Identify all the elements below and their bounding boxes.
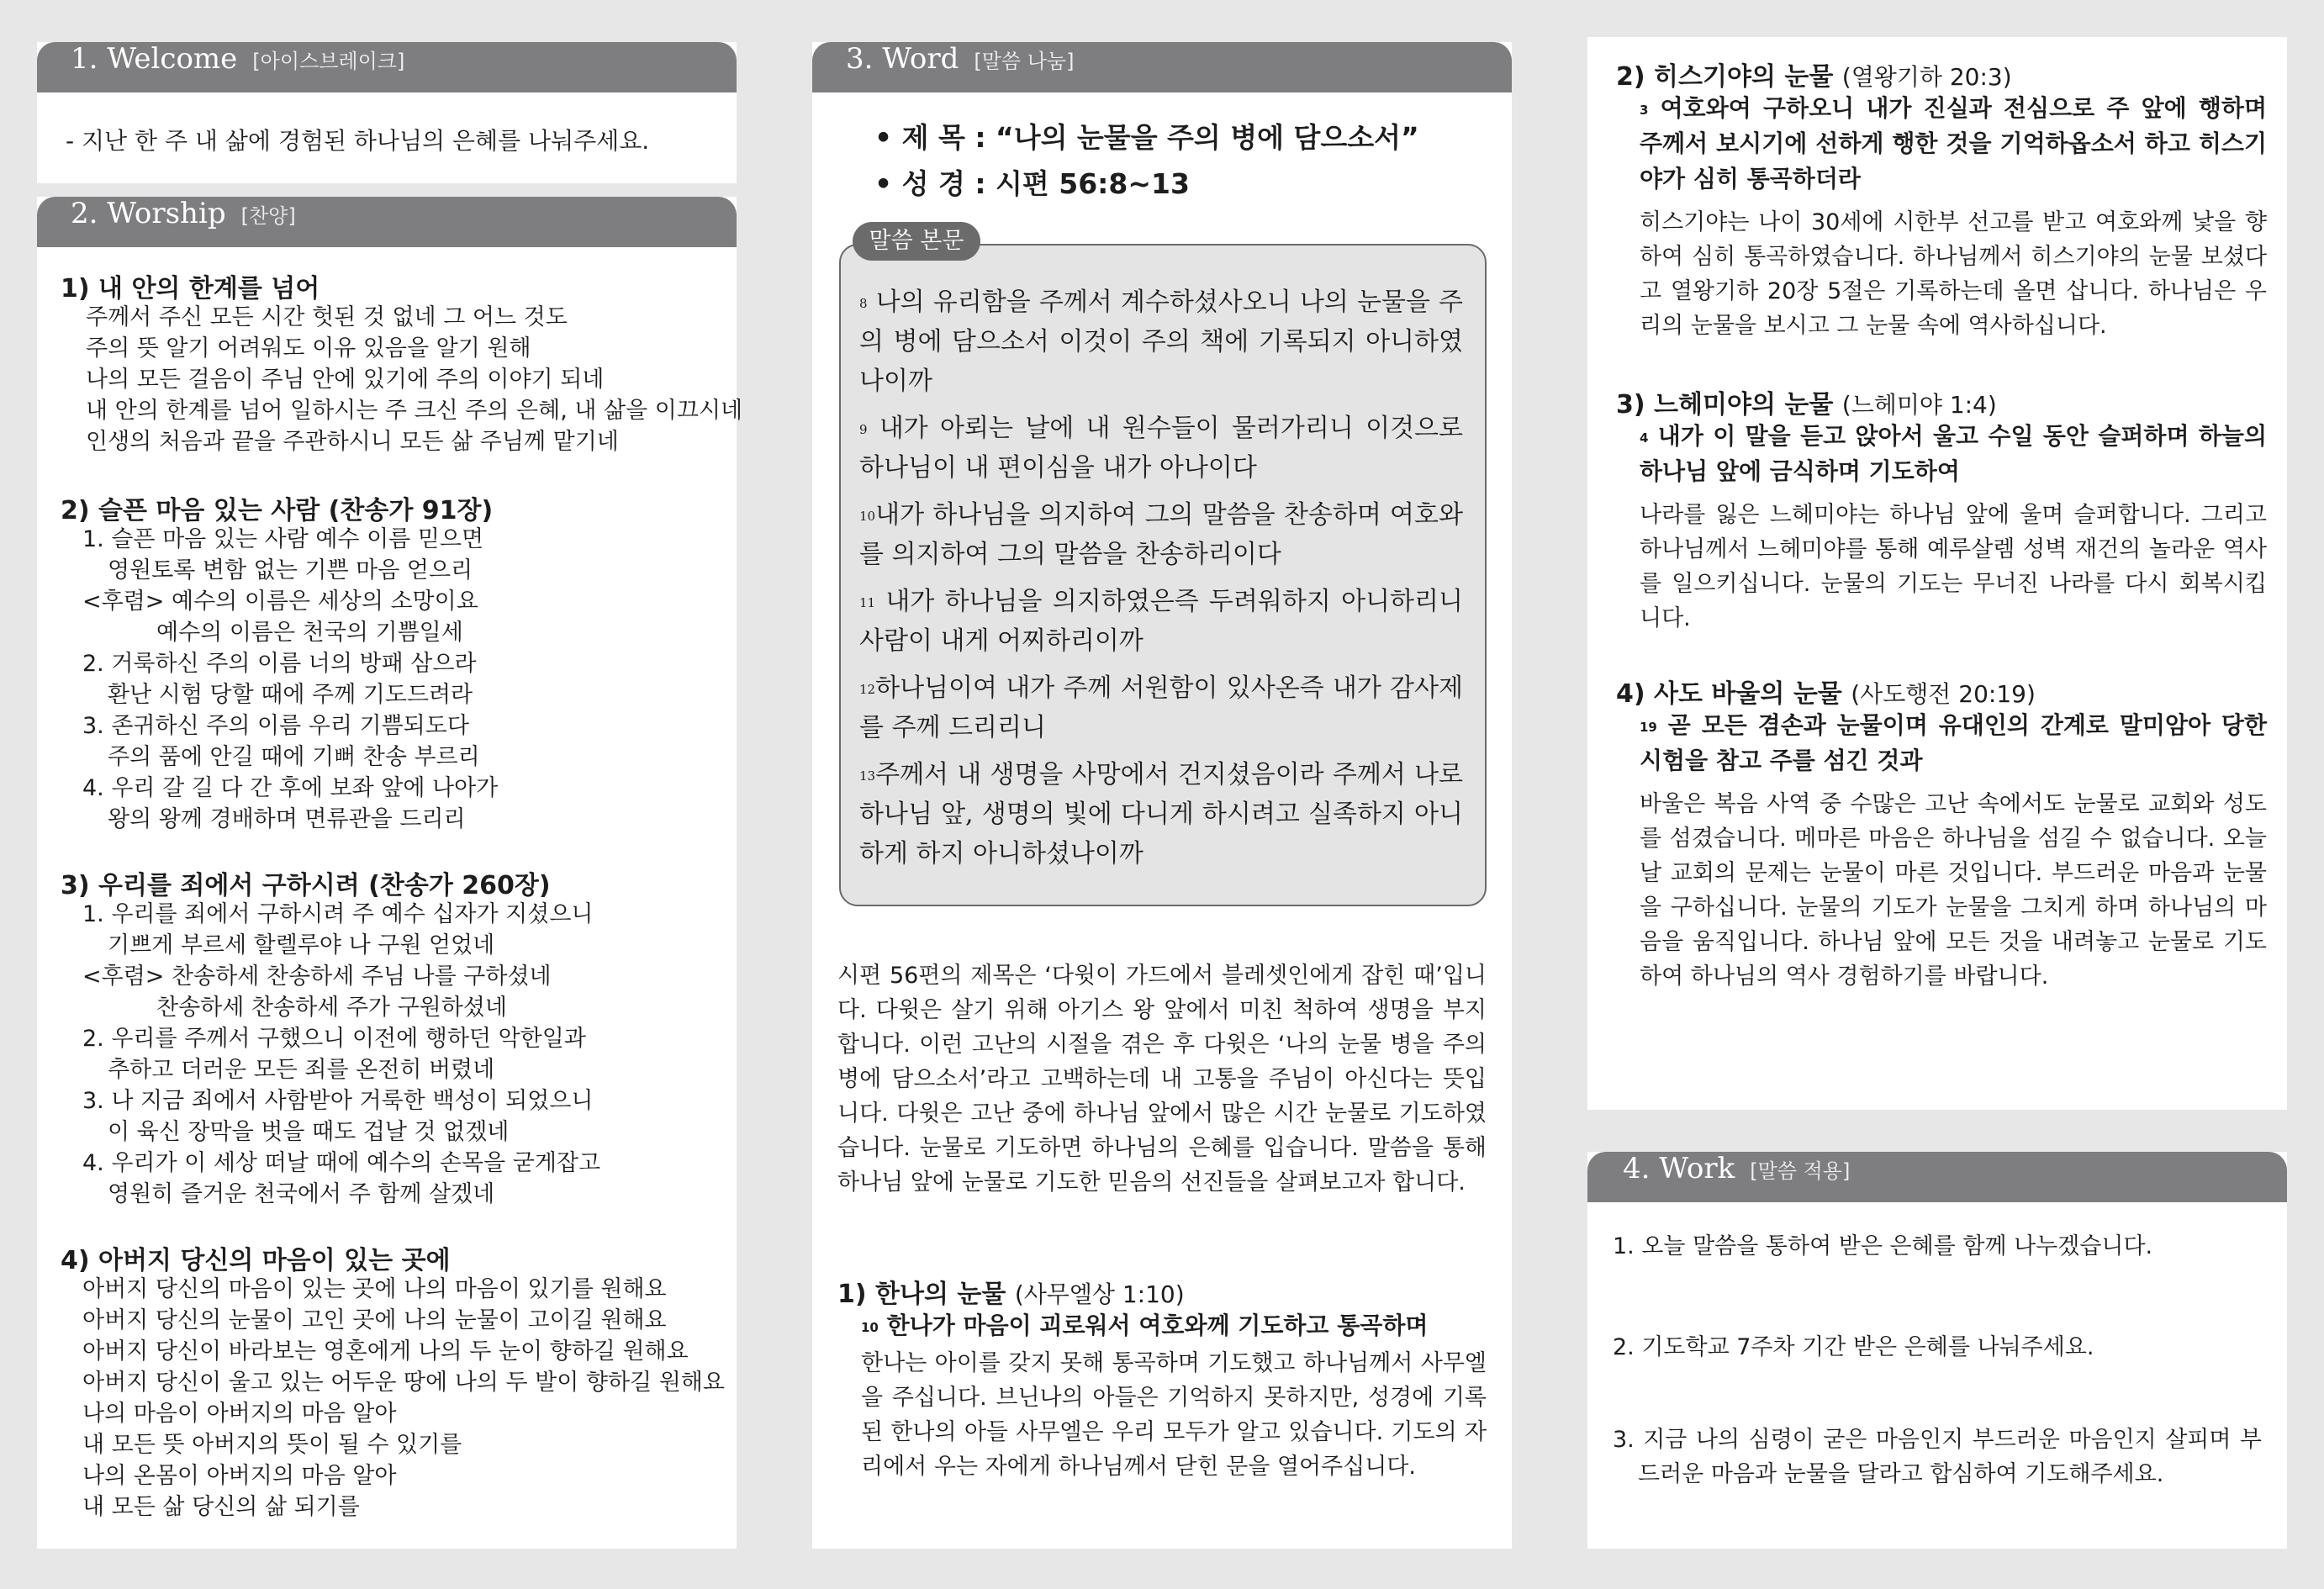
sermon-scripture: • 성 경 : 시편 56:8~13: [874, 167, 1190, 200]
lyric-line: 아버지 당신의 눈물이 고인 곳에 나의 눈물이 고이길 원해요: [82, 1307, 667, 1333]
work-item-2: 2. 기도학교 7주차 기간 받은 은혜를 나눠주세요.: [1613, 1334, 2094, 1360]
point-3-body: 나라를 잃은 느헤미야는 하나님 앞에 울며 슬퍼합니다. 그리고 하나님께서 느헤미야를 통해 예루살렘 성벽 재건의 놀라운 역사를 일으키십니다. 눈물의 기도는 무너진 나라를 다시 회복시킵니다.: [1640, 502, 2267, 631]
song-3-title: 3) 우리를 죄에서 구하시려 (찬송가 260장): [61, 871, 551, 900]
word-title: 3. Word: [846, 42, 959, 76]
verse-13: $^{13}$주께서 내 생명을 사망에서 건지셨음이라 주께서 나로 하나님 앞, 생명의 빛에 다니게 하시려고 실족하지 아니하게 하지 아니하셨나이까: [859, 760, 1463, 868]
verse-10: $^{10}$내가 하나님을 의지하여 그의 말씀을 찬송하며 여호와를 의지하여 그의 말씀을 찬송하리이다: [859, 500, 1463, 569]
point-2-heading: 2) 히스기야의 눈물 (열왕기하 20:3): [1616, 62, 2012, 92]
work-title: 4. Work: [1623, 1152, 1735, 1185]
lyric-line: 내 안의 한계를 넘어 일하시는 주 크신 주의 은혜, 내 삶을 이끄시네: [86, 398, 743, 424]
song-2-title: 2) 슬픈 마음 있는 사람 (찬송가 91장): [61, 496, 494, 525]
work-item-1: 1. 오늘 말씀을 통하여 받은 은혜를 함께 나누겠습니다.: [1613, 1233, 2153, 1259]
lyric-line: 1. 우리를 죄에서 구하시려 주 예수 십자가 지셨으니: [82, 901, 594, 927]
lyric-line: 왕의 왕께 경배하며 면류관을 드리리: [108, 806, 466, 832]
verse-11: $^{11}$ 내가 하나님을 의지하였은즉 두려워하지 아니하리니 사람이 내게 어찌하리이까: [859, 587, 1463, 656]
point-4-verse: $^{19}$ 곧 모든 겸손과 눈물이며 유대인의 간계로 말미암아 당한 시험을 참고 주를 섬긴 것과: [1640, 711, 2268, 774]
lyric-line: 나의 모든 걸음이 주님 안에 있기에 주의 이야기 되네: [86, 367, 605, 393]
verse-12: $^{12}$하나님이여 내가 주께 서원함이 있사온즉 내가 감사제를 주께 드리리니: [859, 673, 1463, 742]
lyric-line: 2. 우리를 주께서 구했으니 이전에 행하던 악한일과: [82, 1026, 586, 1052]
sermon-title: • 제 목 : “나의 눈물을 주의 병에 담으소서”: [874, 121, 1419, 154]
verse-8: $^8$ 나의 유리함을 주께서 계수하셨사오니 나의 눈물을 주의 병에 담으소서 이것이 주의 책에 기록되지 아니하였나이까: [859, 288, 1463, 396]
welcome-panel: [37, 42, 737, 183]
lyric-line: 3. 나 지금 죄에서 사함받아 거룩한 백성이 되었으니: [82, 1088, 594, 1114]
point-2-body: 히스기야는 나이 30세에 시한부 선고를 받고 여호와께 낯을 향하여 심히 통곡하였습니다. 하나님께서 히스기야의 눈물 보셨다고 열왕기하 20장 5절은 기록하는데 올면 삽니다. 하나님은 우리의 눈물을 보시고 그 눈물 속에 역사하십니다.: [1640, 209, 2267, 339]
lyric-line: 주께서 주신 모든 시간 헛된 것 없네 그 어느 것도: [86, 304, 568, 330]
sermon-intro: 시편 56편의 제목은 ‘다윗이 가드에서 블레셋인에게 잡힌 때’입니다. 다윗은 살기 위해 아기스 왕 앞에서 미친 척하여 생명을 부지합니다. 이런 고난의 시절을 겪은 후 다윗은 ‘나의 눈물 병을 주의 병에 담으소서’라고 고백하는데 내 고통을 주님이 아신다는 뜻입니다. 다윗은 고난 중에 하나님 앞에서 많은 시간 눈물로 기도하였습니다. 눈물로 기도하면 하나님의 은혜를 입습니다. 말씀을 통해 하나님 앞에 눈물로 기도한 믿음의 선진들을 살펴보고자 합니다.: [837, 963, 1487, 1196]
word-subtitle: [말씀 나눔]: [974, 50, 1075, 73]
point-4-heading: 4) 사도 바울의 눈물 (사도행전 20:19): [1616, 679, 2036, 709]
song-1-title: 1) 내 안의 한계를 넘어: [61, 274, 320, 304]
word-continued-panel: [1587, 37, 2287, 1110]
lyric-line: 주의 뜻 알기 어려워도 이유 있음을 알기 원해: [86, 335, 531, 362]
lyric-line: 1. 슬픈 마음 있는 사람 예수 이름 믿으면: [82, 526, 484, 552]
song-2-lyrics: [82, 524, 498, 835]
point-1-heading: 1) 한나의 눈물 (사무엘상 1:10): [837, 1280, 1185, 1309]
lyric-line: 나의 마음이 아버지의 마음 알아: [82, 1401, 397, 1427]
point-4-body: 바울은 복음 사역 중 수많은 고난 속에서도 눈물로 교회와 성도를 섬겼습니다. 메마른 마음은 하나님을 섬길 수 없습니다. 오늘날 교회의 문제는 눈물이 마른 것입니다. 부드러운 마음과 눈물을 구하십니다. 눈물의 기도가 눈물을 그치게 하며 하나님의 마음을 움직입니다. 하나님 앞에 모든 것을 내려놓고 눈물로 기도하여 하나님의 역사 경험하기를 바랍니다.: [1640, 791, 2267, 990]
work-subtitle: [말씀 적용]: [1750, 1159, 1851, 1183]
lyric-line: 예수의 이름은 천국의 기쁨일세: [156, 620, 463, 646]
lyric-line: 찬송하세 찬송하세 주가 구원하셨네: [156, 995, 507, 1021]
lyric-line: 이 육신 장막을 벗을 때도 겁날 것 없겠네: [108, 1119, 510, 1145]
worship-panel: [37, 197, 743, 1549]
scripture-box-label: 말씀 본문: [853, 222, 980, 261]
lyric-line: 인생의 처음과 끝을 주관하시니 모든 삶 주님께 맡기네: [86, 429, 619, 455]
worship-header: [37, 197, 737, 247]
point-3-heading: 3) 느헤미야의 눈물 (느헤미야 1:4): [1616, 390, 1997, 420]
welcome-subtitle: [아이스브레이크]: [252, 50, 405, 73]
word-panel: [812, 42, 1512, 1549]
lyric-line: 4. 우리가 이 세상 떠날 때에 예수의 손목을 굳게잡고: [82, 1150, 601, 1176]
lyric-line: 영원토록 변함 없는 기쁜 마음 얻으리: [108, 557, 473, 583]
lyric-line: 아버지 당신이 울고 있는 어두운 땅에 나의 두 발이 향하길 원해요: [82, 1370, 725, 1396]
worship-title: 2. Worship: [71, 197, 226, 230]
lyric-line: 3. 존귀하신 주의 이름 우리 기쁨되도다: [82, 713, 469, 739]
scripture-verses: [859, 282, 1463, 874]
welcome-text: - 지난 한 주 내 삶에 경험된 하나님의 은혜를 나눠주세요.: [66, 127, 650, 155]
song-4-title: 4) 아버지 당신의 마음이 있는 곳에: [61, 1246, 451, 1275]
song-1-lyrics: [86, 302, 742, 457]
lyric-line: 나의 온몸이 아버지의 마음 알아: [82, 1463, 397, 1489]
lyric-line: 아버지 당신의 마음이 있는 곳에 나의 마음이 있기를 원해요: [82, 1276, 667, 1302]
lyric-line: 내 모든 삶 당신의 삶 되기를: [82, 1494, 360, 1520]
work-header: [1587, 1152, 2287, 1202]
lyric-line: 기쁘게 부르세 할렐루야 나 구원 얻었네: [108, 932, 495, 958]
lyric-line: 아버지 당신이 바라보는 영혼에게 나의 두 눈이 향하길 원해요: [82, 1338, 689, 1365]
point-3-verse: $^4$ 내가 이 말을 듣고 앉아서 울고 수일 동안 슬퍼하며 하늘의 하나님 앞에 금식하며 기도하여: [1640, 422, 2268, 485]
lyric-line: 영원히 즐거운 천국에서 주 함께 살겠네: [108, 1181, 495, 1207]
lyric-line: 내 모든 뜻 아버지의 뜻이 될 수 있기를: [82, 1432, 462, 1458]
lyric-line: 환난 시험 당할 때에 주께 기도드려라: [108, 682, 473, 708]
song-4-lyrics: [82, 1274, 725, 1523]
lyric-line: 추하고 더러운 모든 죄를 온전히 버렸네: [108, 1057, 495, 1083]
lyric-line: 주의 품에 안길 때에 기뻐 찬송 부르리: [108, 744, 480, 770]
lyric-line: 4. 우리 갈 길 다 간 후에 보좌 앞에 나아가: [82, 775, 499, 801]
welcome-title: 1. Welcome: [71, 42, 238, 76]
point-1-body: 한나는 아이를 갖지 못해 통곡하며 기도했고 하나님께서 사무엘을 주십니다. 브닌나의 아들은 기억하지 못하지만, 성경에 기록된 한나의 아들 사무엘은 우리 모두가 알고 있습니다. 기도의 자리에서 우는 자에게 하나님께서 닫힌 문을 열어주십니다.: [861, 1350, 1487, 1480]
word-header: [812, 42, 1512, 92]
worship-subtitle: [찬양]: [240, 204, 296, 228]
work-panel: [1587, 1152, 2287, 1549]
verse-9: $^9$ 내가 아뢰는 날에 내 원수들이 물러가리니 이것으로 하나님이 내 편이심을 내가 아나이다: [859, 414, 1464, 483]
work-item-3: 3. 지금 나의 심령이 굳은 마음인지 부드러운 마음인지 살피며 부드러운 마음과 눈물을 달라고 합심하여 기도해주세요.: [1613, 1427, 2262, 1487]
welcome-header: [37, 42, 737, 92]
point-2-verse: $^3$ 여호와여 구하오니 내가 진실과 전심으로 주 앞에 행하며 주께서 보시기에 선하게 행한 것을 기억하옵소서 하고 히스기야가 심히 통곡하더라: [1640, 94, 2268, 193]
song-3-lyrics: [82, 899, 600, 1210]
point-1-verse: $^{10}$ 한나가 마음이 괴로워서 여호와께 기도하고 통곡하며: [861, 1312, 1429, 1339]
lyric-line: <후렴> 찬송하세 찬송하세 주님 나를 구하셨네: [82, 963, 552, 990]
lyric-line: <후렴> 예수의 이름은 세상의 소망이요: [82, 589, 478, 615]
lyric-line: 2. 거룩하신 주의 이름 너의 방패 삼으라: [82, 651, 477, 677]
